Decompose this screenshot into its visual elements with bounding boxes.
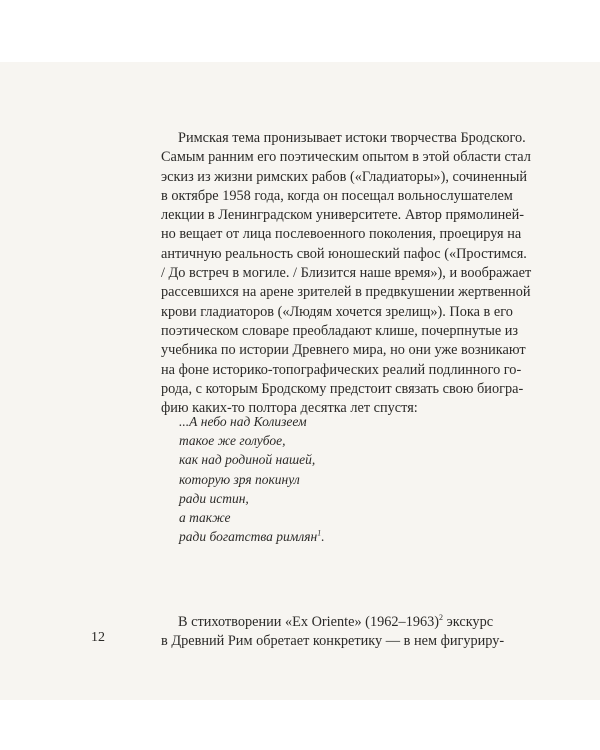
paragraph-line: фию каких-то полтора десятка лет спустя:	[161, 400, 418, 417]
paragraph-line: рассевшихся на арене зрителей в предвкушении жертвенной	[161, 284, 531, 301]
verse-line: ...А небо над Колизеем	[179, 414, 307, 429]
paragraph-line: но вещает от лица послевоенного поколения, проецируя на	[161, 226, 522, 243]
paragraph-line-text: экскурс	[443, 614, 494, 630]
verse-line-text: ради богатства римлян	[179, 529, 318, 545]
verse-line: которую зря покинул	[179, 471, 300, 487]
footnote-marker: 1	[317, 528, 322, 538]
page-number: 12	[91, 630, 105, 645]
verse-quote	[179, 412, 325, 546]
paragraph-line: в октябре 1958 года, когда он посещал вольнослушателем	[161, 187, 513, 204]
paragraph-line: на фоне историко-топографических реалий подлинного го-	[161, 361, 522, 378]
paragraph-line	[161, 613, 549, 632]
verse-line: а также	[179, 510, 231, 526]
paragraph-line: эскиз из жизни римских рабов («Гладиаторы»), сочиненный	[161, 168, 528, 185]
verse-line: ради истин,	[179, 490, 249, 506]
verse-line: ради богатства римлян$^1$.	[179, 528, 325, 545]
paragraph-line: лекции в Ленинградском университете. Автор прямолиней-	[161, 207, 525, 224]
paragraph-line: Римская тема пронизывает истоки творчества Бродского.	[178, 130, 526, 146]
paragraph-line: поэтическом словаре преобладают клише, почерпнутые из	[161, 322, 519, 339]
paragraph-line: крови гладиаторов («Людям хочется зрелищ»). Пока в его	[161, 303, 513, 320]
paragraph-line: рода, с которым Бродскому предстоит связать свою биогра-	[161, 380, 524, 397]
second-paragraph	[161, 613, 549, 652]
verse-line: как над родиной нашей,	[179, 452, 316, 468]
paragraph-line-text: В стихотворении «Ex Oriente» (1962–1963)	[178, 614, 440, 630]
paragraph-line: / До встреч в могиле. / Близится наше время»), и воображает	[161, 265, 532, 282]
verse-line: такое же голубое,	[179, 433, 286, 449]
paragraph-line: учебника по истории Древнего мира, но они уже возникают	[161, 342, 526, 359]
paragraph-line: античную реальность свой юношеский пафос («Простимся.	[161, 245, 527, 262]
paragraph-line: Самым ранним его поэтическим опытом в этой области стал	[161, 149, 531, 166]
book-page	[0, 62, 600, 700]
footnote-marker: 2	[439, 613, 444, 623]
paragraph-line: в Древний Рим обретает конкретику — в нем фигуриру-	[161, 633, 505, 650]
main-paragraph	[161, 129, 549, 418]
